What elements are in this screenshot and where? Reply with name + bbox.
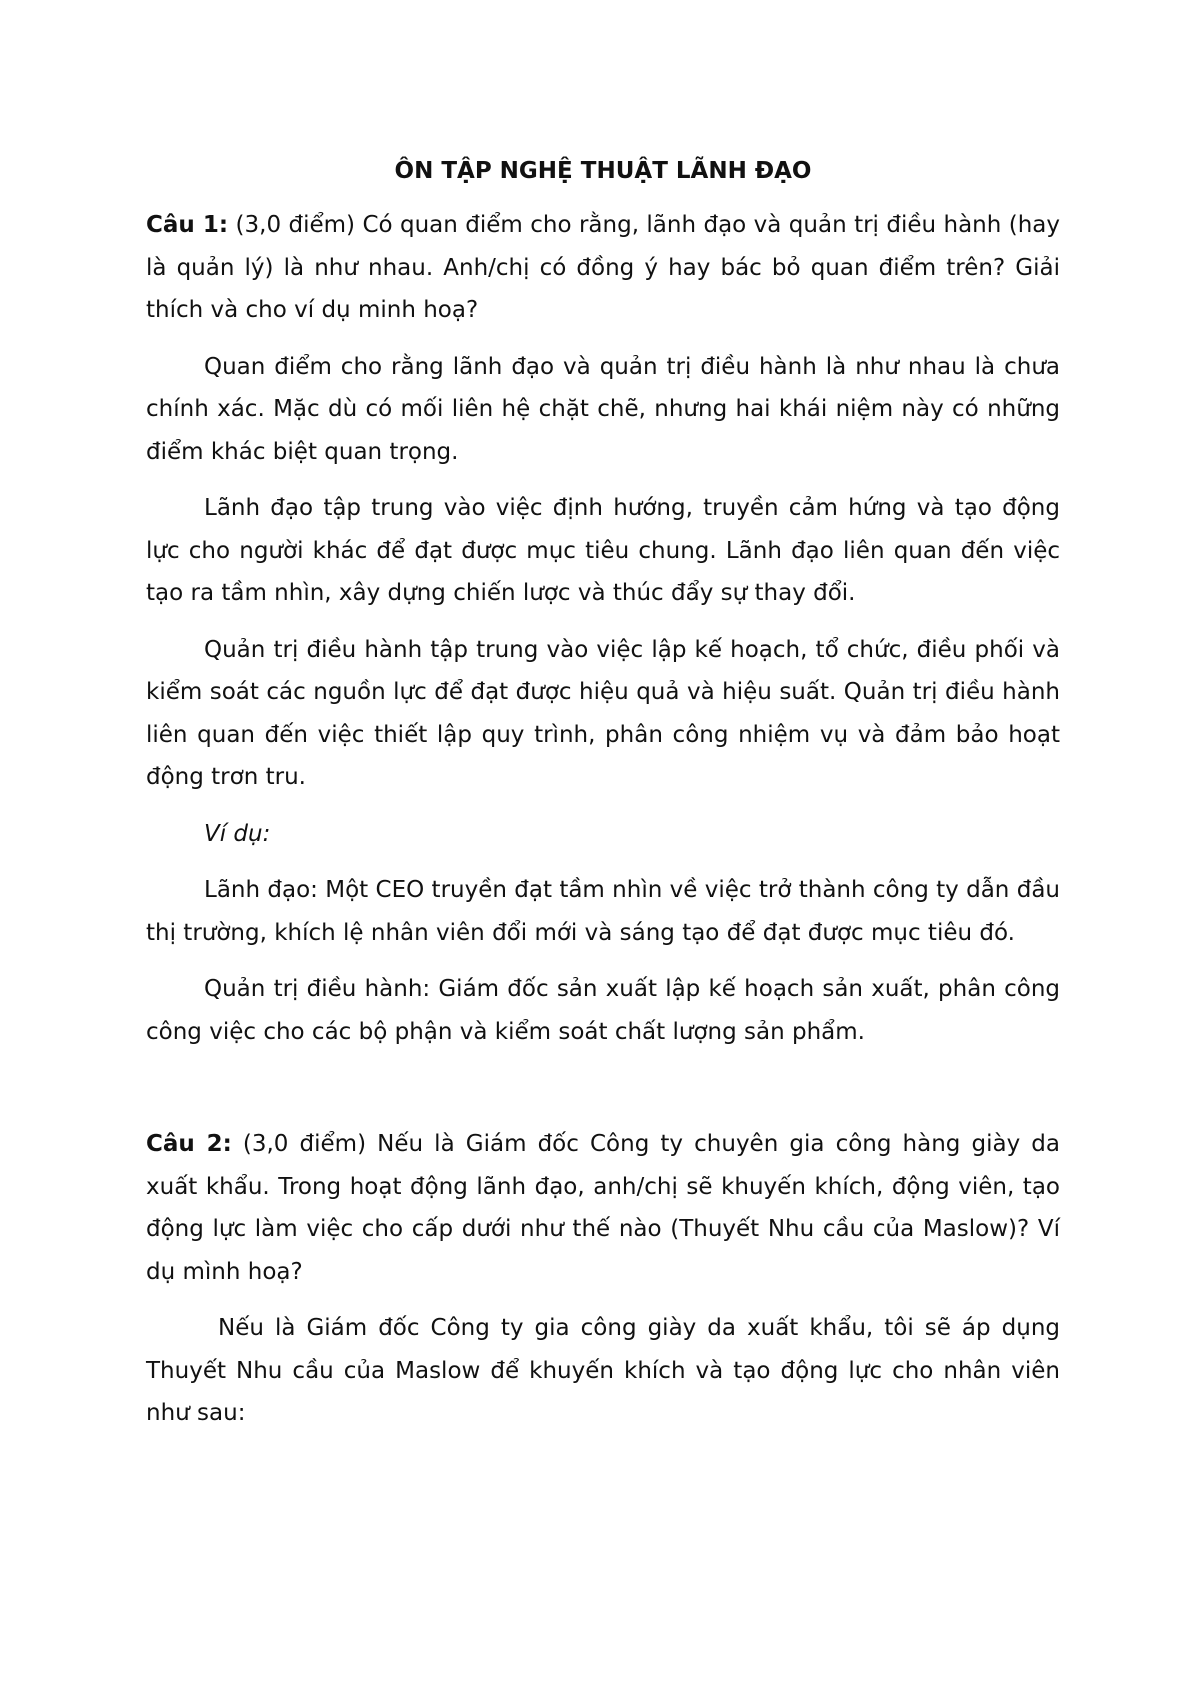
question-1-label: Câu 1: (146, 212, 229, 238)
example-label: Ví dụ: (204, 820, 271, 847)
question-1 (146, 204, 1060, 332)
document-body (146, 150, 1060, 1449)
section-gap (146, 1067, 1060, 1123)
document-title: ÔN TẬP NGHỆ THUẬT LÃNH ĐẠO (394, 158, 812, 184)
answer-1-paragraph-2: Lãnh đạo tập trung vào việc định hướng, truyền cảm hứng và tạo động lực cho người khác để đạt được mục tiêu chung. Lãnh đạo liên quan đến việc tạo ra tầm nhìn, xây dựng chiến lược và thúc đẩy sự thay đổi. (146, 495, 1060, 606)
answer-1-example-leadership: Lãnh đạo: Một CEO truyền đạt tầm nhìn về việc trở thành công ty dẫn đầu thị trường, khích lệ nhân viên đổi mới và sáng tạo để đạt được mục tiêu đó. (146, 877, 1060, 946)
question-1-text: (3,0 điểm) Có quan điểm cho rằng, lãnh đạo và quản trị điều hành (hay là quản lý) là như nhau. Anh/chị có đồng ý hay bác bỏ quan điểm trên? Giải thích và cho ví dụ minh hoạ? (146, 212, 1061, 323)
answer-1-example-management: Quản trị điều hành: Giám đốc sản xuất lập kế hoạch sản xuất, phân công công việc cho các bộ phận và kiểm soát chất lượng sản phẩm. (146, 976, 1060, 1045)
answer-1-paragraph-3: Quản trị điều hành tập trung vào việc lập kế hoạch, tổ chức, điều phối và kiểm soát các nguồn lực để đạt được hiệu quả và hiệu suất. Quản trị điều hành liên quan đến việc thiết lập quy trình, phân công nhiệm vụ và đảm bảo hoạt động trơn tru. (146, 636, 1060, 790)
answer-2-paragraph-1: Nếu là Giám đốc Công ty gia công giày da xuất khẩu, tôi sẽ áp dụng Thuyết Nhu cầu của Maslow để khuyến khích và tạo động lực cho nhân viên như sau: (146, 1315, 1060, 1426)
answer-1-paragraph-1: Quan điểm cho rằng lãnh đạo và quản trị điều hành là như nhau là chưa chính xác. Mặc dù có mối liên hệ chặt chẽ, nhưng hai khái niệm này có những điểm khác biệt quan trọng. (146, 353, 1060, 465)
question-2 (146, 1123, 1060, 1293)
question-2-label: Câu 2: (146, 1131, 232, 1157)
question-2-text: (3,0 điểm) Nếu là Giám đốc Công ty chuyên gia công hàng giày da xuất khẩu. Trong hoạt động lãnh đạo, anh/chị sẽ khuyến khích, động viên, tạo động lực làm việc cho cấp dưới như thế nào (Thuyết Nhu cầu của Maslow)? Ví dụ mình hoạ? (146, 1131, 1060, 1285)
